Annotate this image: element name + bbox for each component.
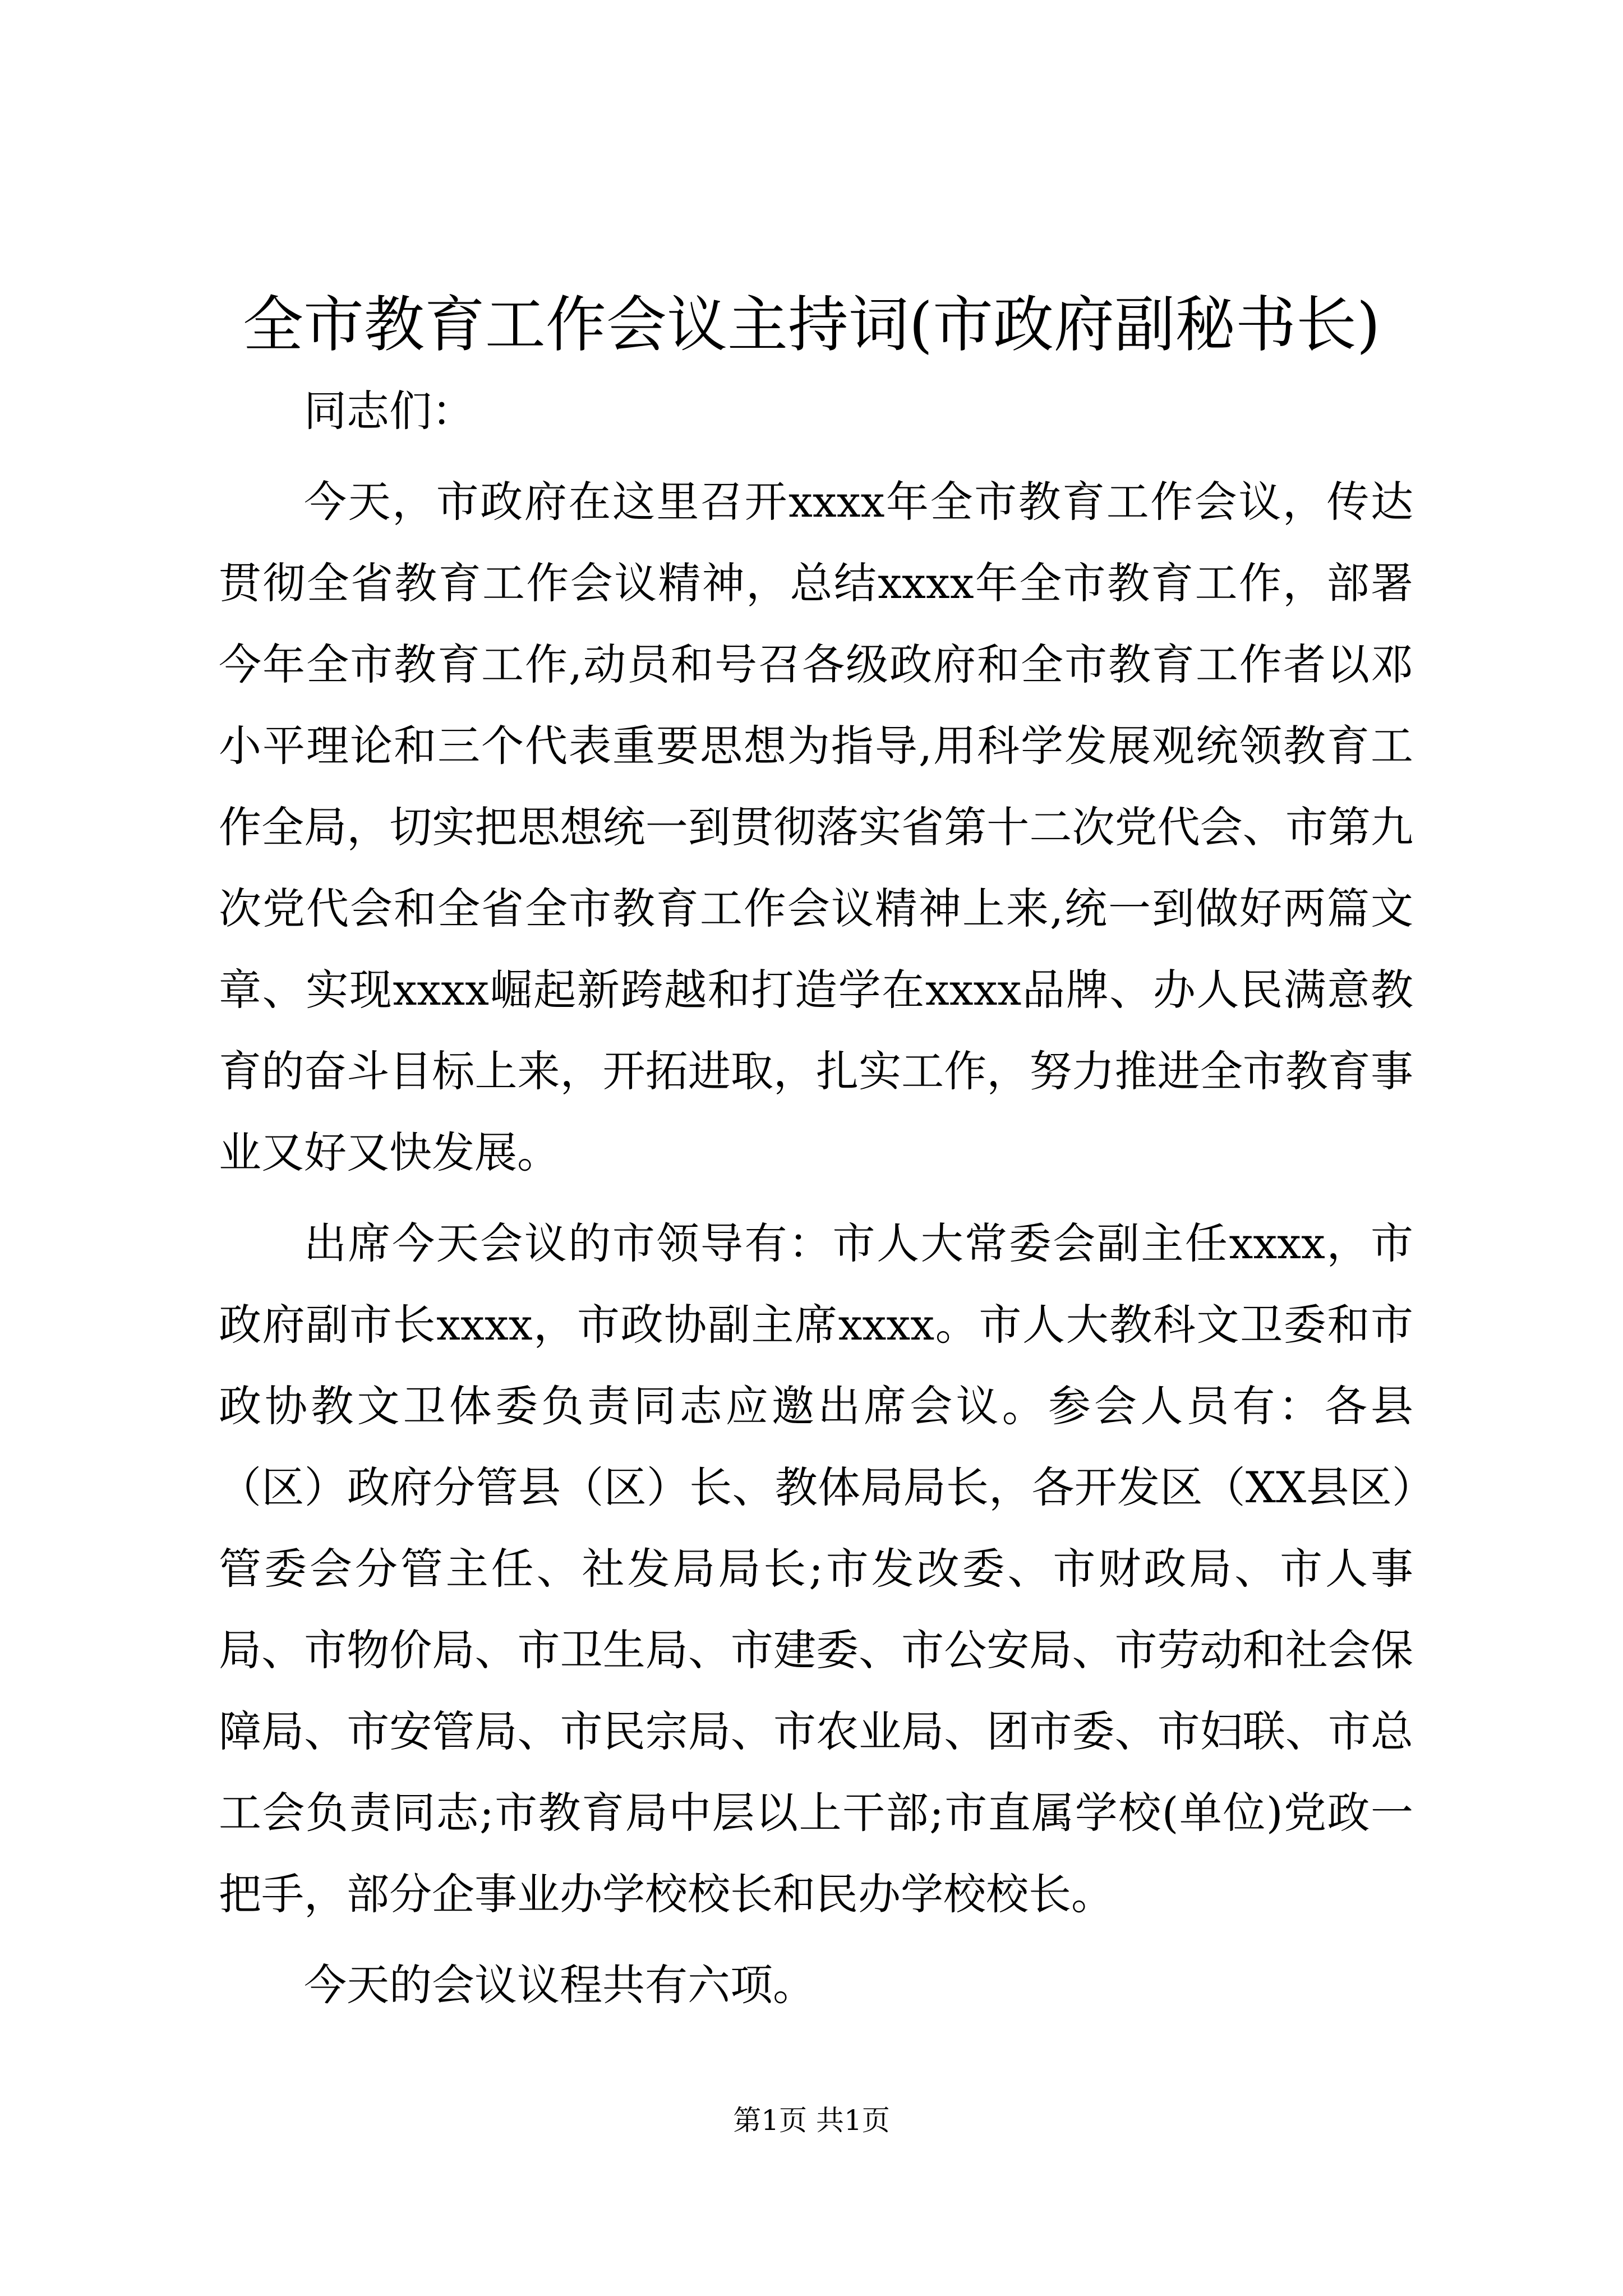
paragraph-attendees: 出席今天会议的市领导有：市人大常委会副主任xxxx，市政府副市长xxxx，市政协副主席xxxx。市人大教科文卫委和市政协教文卫体委负责同志应邀出席会议。参会人员有：各县（区）政府分管县（区）长、教体局局长，各开发区（XX县区）管委会分管主任、社发局局长;市发改委、市财政局、市人事局、市物价局、市卫生局、市建委、市公安局、市劳动和社会保障局、市安管局、市民宗局、市农业局、团市委、市妇联、市总工会负责同志;市教育局中层以上干部;市直属学校(单位)党政一把手，部分企事业办学校校长和民办学校校长。	[219, 1218, 1413, 1919]
document-title: 全市教育工作会议主持词(市政府副秘书长)	[242, 290, 1381, 360]
greeting: 同志们：	[304, 386, 474, 436]
page-number: 第1页 共1页	[733, 2104, 890, 2137]
paragraph-opening: 今天，市政府在这里召开xxxx年全市教育工作会议，传达贯彻全省教育工作会议精神，总结xxxx年全市教育工作，部署今年全市教育工作,动员和号召各级政府和全市教育工作者以邓小平理论和三个代表重要思想为指导,用科学发展观统领教育工作全局，切实把思想统一到贯彻落实省第十二次党代会、市第九次党代会和全省全市教育工作会议精神上来,统一到做好两篇文章、实现xxxx崛起新跨越和打造学在xxxx品牌、办人民满意教育的奋斗目标上来，开拓进取，扎实工作，努力推进全市教育事业又好又快发展。	[219, 477, 1413, 1177]
document-body	[219, 370, 1413, 2026]
paragraph-agenda: 今天的会议议程共有六项。	[304, 1960, 815, 2010]
